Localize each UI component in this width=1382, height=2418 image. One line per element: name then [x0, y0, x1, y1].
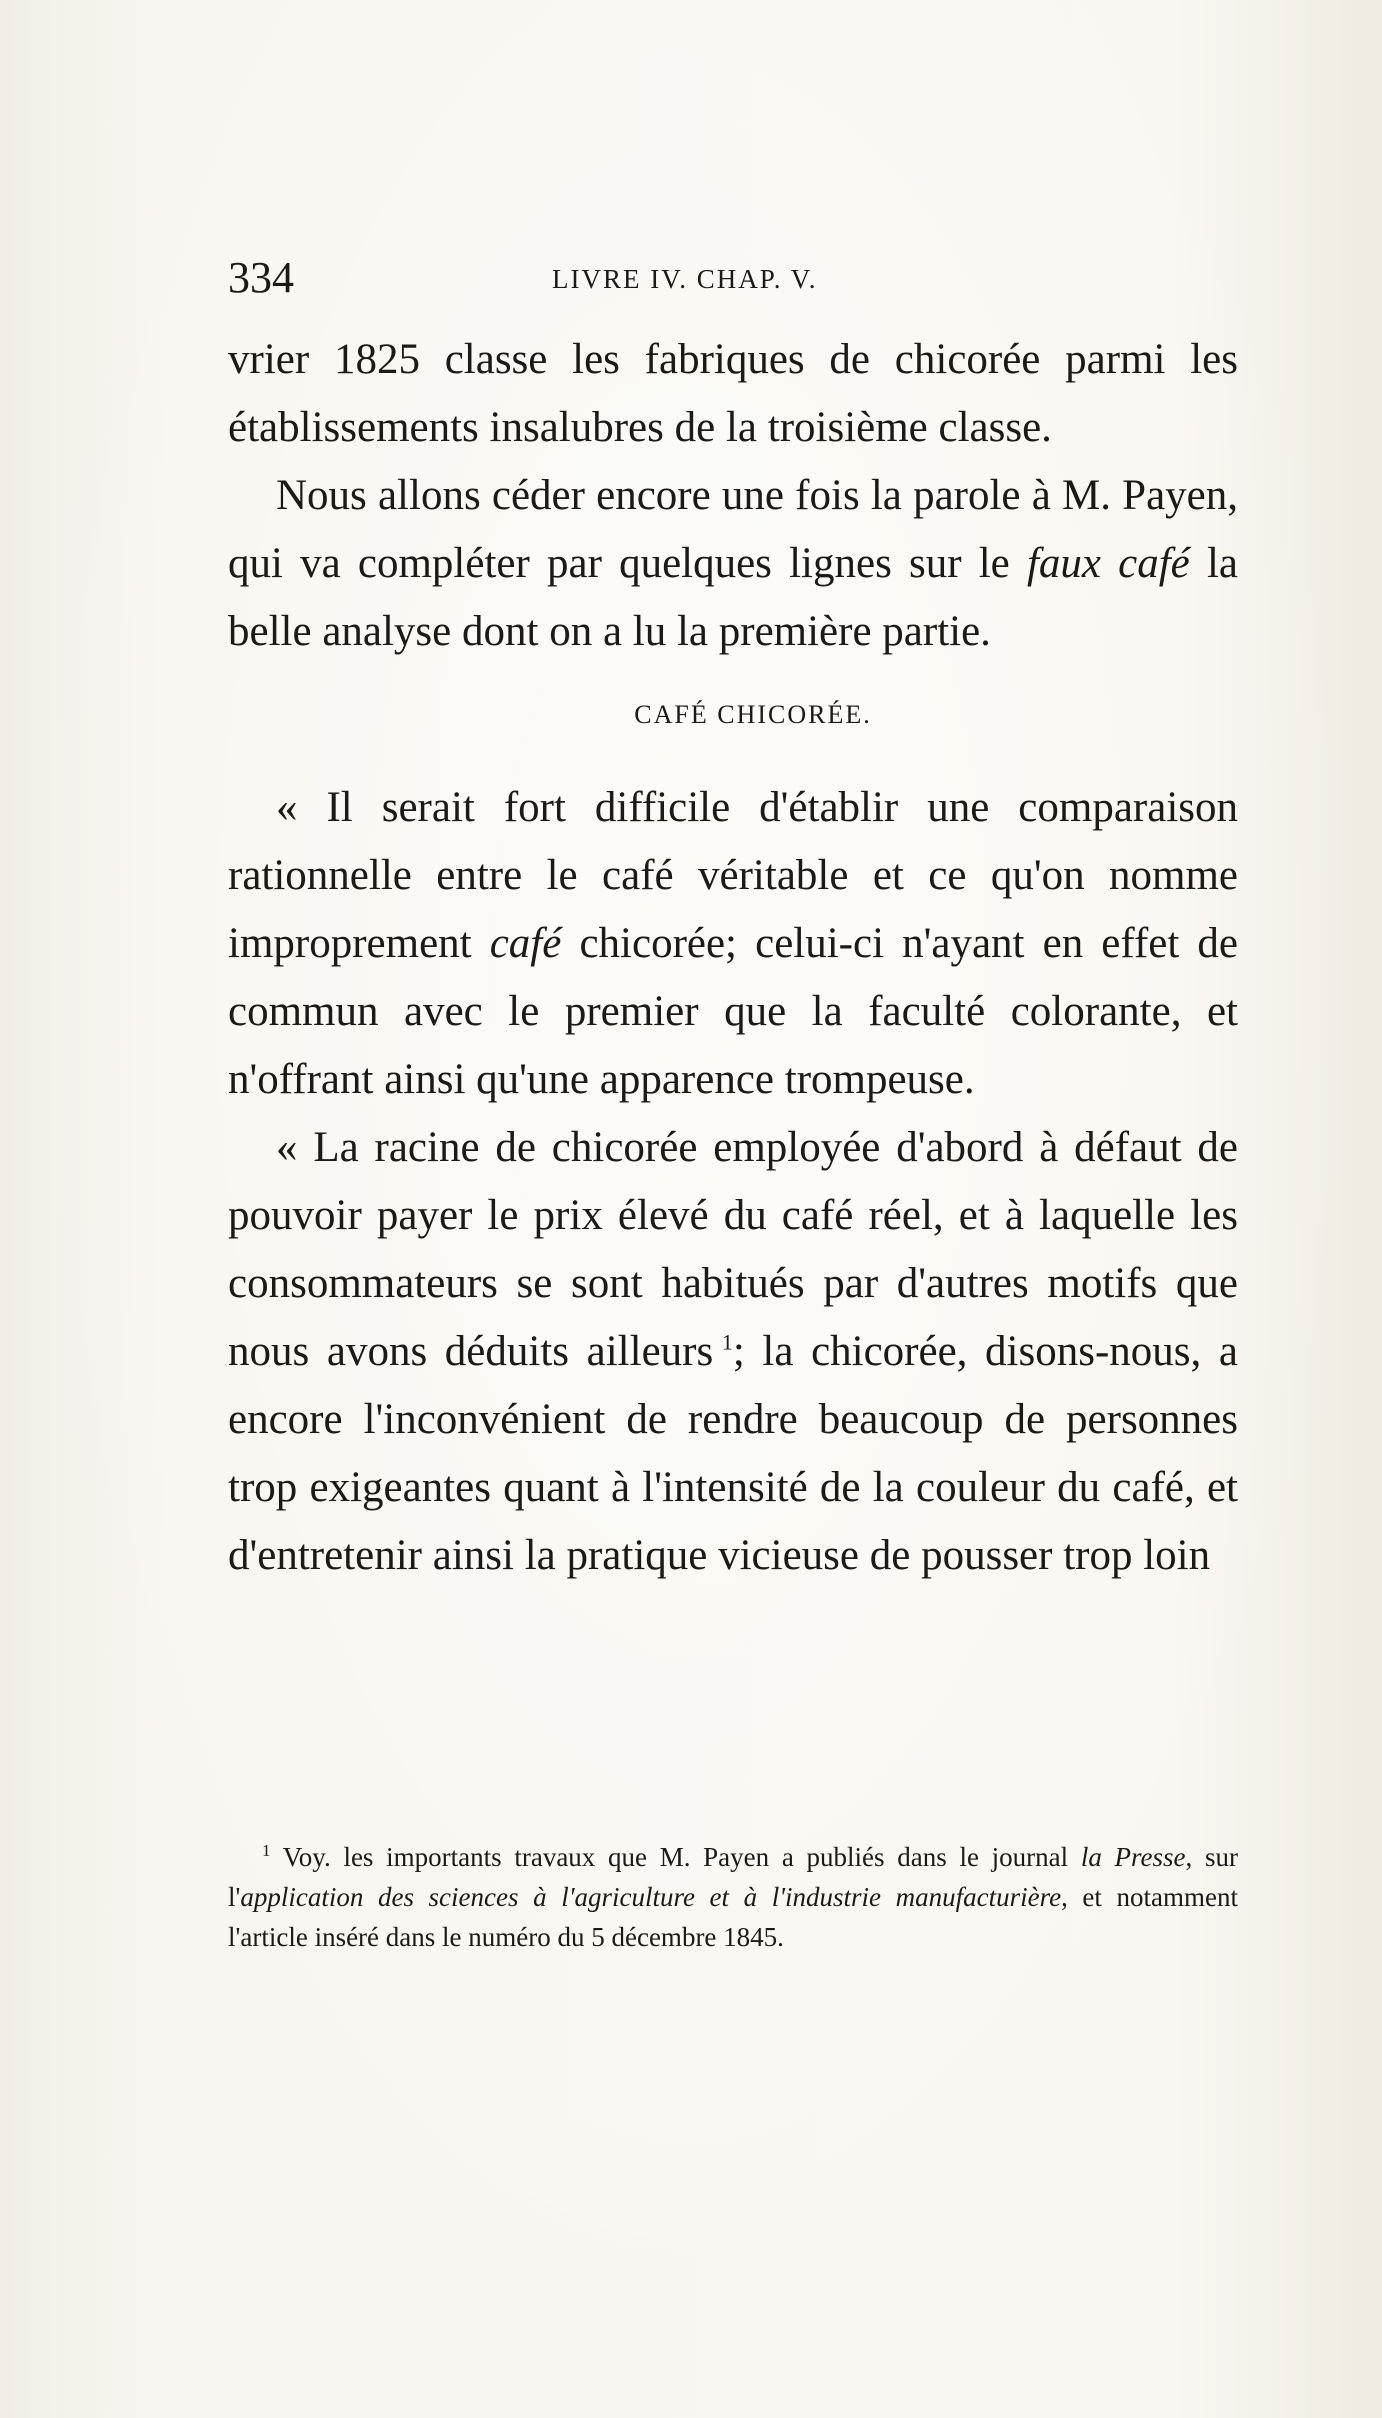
- paragraph-text: la chicorée, disons-nous, a encore l'inconvénient de rendre beaucoup de personnes trop exigeantes quant à l'intensité de la couleur du café, et d'entretenir ainsi la pratique vicieuse de pousser trop loin: [228, 1328, 1238, 1579]
- paragraph-text: « Il serait fort difficile d'établir une comparaison rationnelle entre le café véritable et ce qu'on nomme improprement: [228, 784, 1238, 967]
- footnote-text: Voy. les importants travaux que M. Payen a publiés dans le journal: [270, 1842, 1081, 1872]
- paragraph-introduction: [228, 462, 1238, 666]
- running-head: LIVRE IV. CHAP. V.: [552, 264, 818, 294]
- paragraph-text: chicorée; celui-ci n'ayant en effet de commun avec le premier que la faculté colorante, et n'offrant ainsi qu'une apparence trompeuse.: [228, 920, 1238, 1103]
- footnote-text: , sur l': [228, 1842, 1239, 1912]
- paragraph-text: la belle analyse dont on a lu la première partie.: [228, 540, 1238, 655]
- italic-phrase: faux café: [1026, 540, 1190, 587]
- paragraph-quote-1: [228, 774, 1238, 1114]
- footnote-text: , et notamment l'article inséré dans le numéro du 5 décembre 1845.: [228, 1882, 1238, 1952]
- footnote: [228, 1837, 1238, 1957]
- footnote-area: [228, 1837, 1238, 1957]
- paragraph-quote-2: « La racine de chicorée employée d'abord à défaut de pouvoir payer le prix élevé du café réel, et à laquelle les consommateurs se sont habitués par d'autres motifs que nous avons déduits ailleurs $^1$; la chicorée, disons-nous, a encore l'inconvénient de rendre beaucoup de personnes trop exigeantes quant à l'intensité de la couleur du café, et d'entretenir ainsi la pratique vicieuse de pousser trop loin: [228, 1124, 1238, 1579]
- section-heading: CAFÉ CHICORÉE.: [634, 700, 872, 729]
- paragraph-text: « La racine de chicorée employée d'abord à défaut de pouvoir payer le prix élevé du café réel, et à laquelle les consommateurs se sont habitués par d'autres motifs que nous avons déduits ailleurs: [228, 1124, 1238, 1375]
- paragraph-continuation: vrier 1825 classe les fabriques de chicorée parmi les établissements insalubres de la troisième classe.: [228, 336, 1238, 451]
- italic-word: café: [489, 920, 562, 967]
- footnote-reference: 1: [721, 1329, 733, 1355]
- main-text: [228, 326, 1238, 1590]
- footnote-marker: 1: [262, 1841, 271, 1860]
- paragraph-text: Nous allons céder encore une fois la parole à M. Payen, qui va compléter par quelques lignes sur le: [228, 472, 1238, 587]
- page-header: [228, 248, 1238, 308]
- page-number: 334: [228, 253, 294, 302]
- footnote-italic: la Presse: [1080, 1842, 1186, 1872]
- footnote-italic: application des sciences à l'agriculture et à l'industrie manufacturière: [240, 1882, 1062, 1912]
